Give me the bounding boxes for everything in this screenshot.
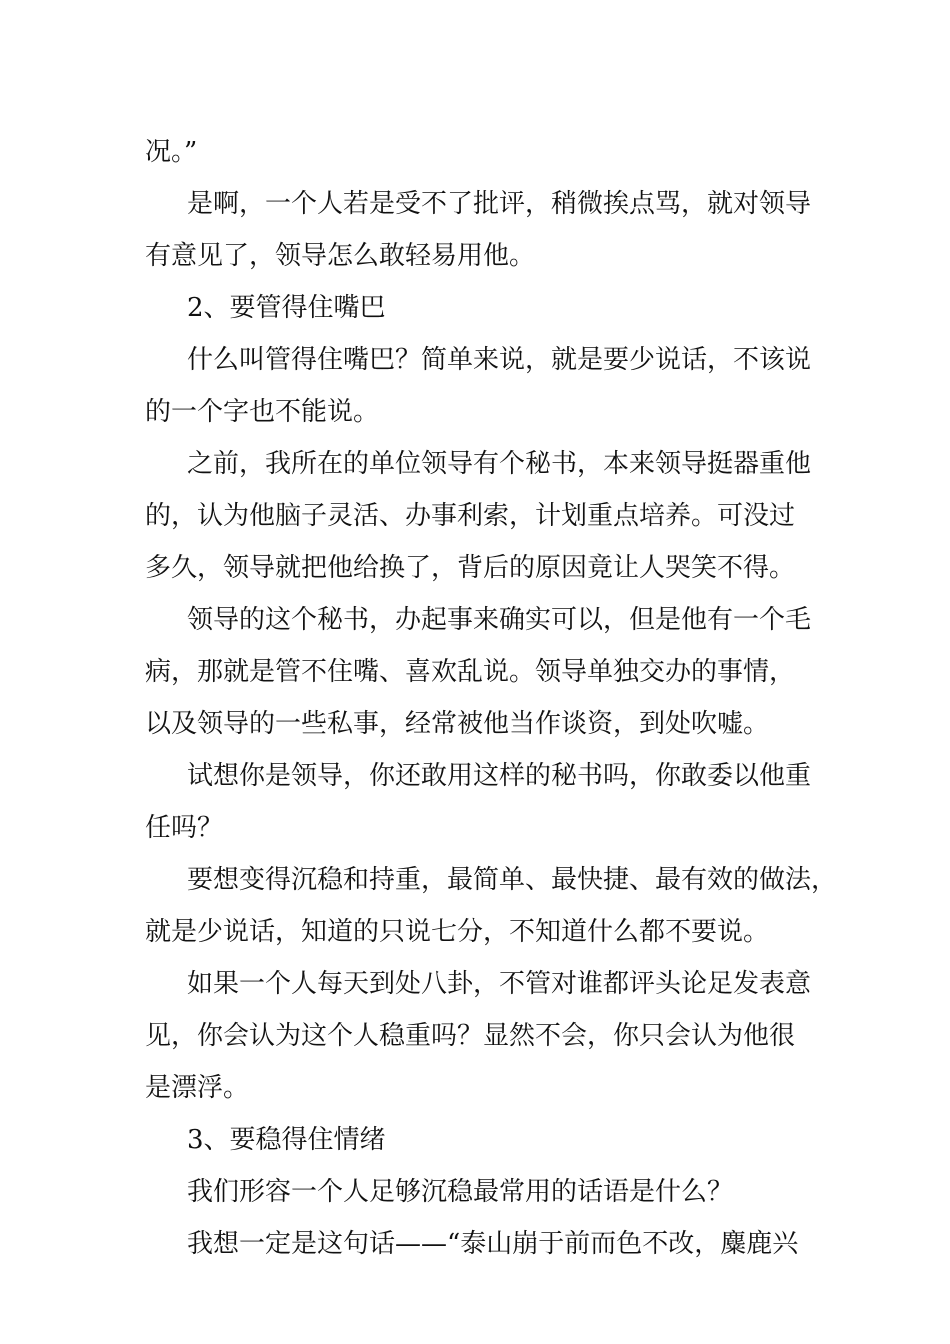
text-line: 多久，领导就把他给换了，背后的原因竟让人哭笑不得。 bbox=[145, 553, 796, 583]
text-line: 要想变得沉稳和持重，最简单、最快捷、最有效的做法， bbox=[187, 865, 838, 895]
text-line: 就是少说话，知道的只说七分，不知道什么都不要说。 bbox=[145, 917, 770, 947]
text-line: 有意见了，领导怎么敢轻易用他。 bbox=[145, 241, 536, 271]
text-line: 以及领导的一些私事，经常被他当作谈资，到处吹嘘。 bbox=[145, 709, 770, 739]
body-text bbox=[145, 126, 838, 1270]
text-line: 况。” bbox=[145, 137, 198, 167]
text-line: 是漂浮。 bbox=[145, 1073, 250, 1103]
section-heading: 2、要管得住嘴巴 bbox=[187, 293, 386, 323]
text-line: 的，认为他脑子灵活、办事利索，计划重点培养。可没过 bbox=[145, 501, 796, 531]
text-line: 领导的这个秘书，办起事来确实可以，但是他有一个毛 bbox=[187, 605, 812, 635]
text-line: 我想一定是这句话——“泰山崩于前而色不改，麋鹿兴 bbox=[187, 1229, 799, 1259]
section-heading: 3、要稳得住情绪 bbox=[187, 1125, 386, 1155]
text-line: 任吗？ bbox=[145, 813, 224, 843]
text-line: 之前，我所在的单位领导有个秘书，本来领导挺器重他 bbox=[187, 449, 812, 479]
text-line: 什么叫管得住嘴巴？简单来说，就是要少说话，不该说 bbox=[187, 345, 812, 375]
text-line: 的一个字也不能说。 bbox=[145, 397, 380, 427]
text-line: 病，那就是管不住嘴、喜欢乱说。领导单独交办的事情， bbox=[145, 657, 796, 687]
text-line: 我们形容一个人足够沉稳最常用的话语是什么？ bbox=[187, 1177, 734, 1207]
text-line: 是啊，一个人若是受不了批评，稍微挨点骂，就对领导 bbox=[187, 189, 812, 219]
text-line: 见，你会认为这个人稳重吗？显然不会，你只会认为他很 bbox=[145, 1021, 796, 1051]
text-line: 试想你是领导，你还敢用这样的秘书吗，你敢委以他重 bbox=[187, 761, 812, 791]
text-line: 如果一个人每天到处八卦，不管对谁都评头论足发表意 bbox=[187, 969, 812, 999]
